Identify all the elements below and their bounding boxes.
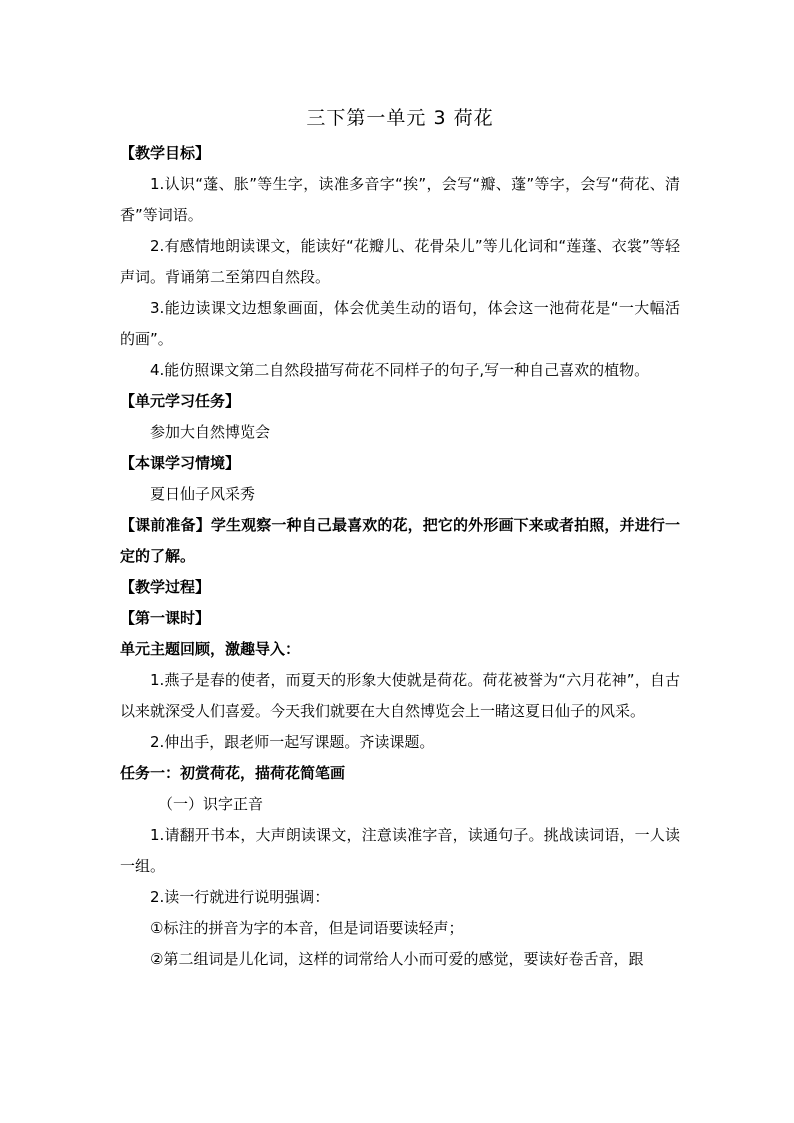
- heading-lesson-context: 【本课学习情境】: [120, 454, 241, 472]
- task1-note-a: ①标注的拼音为字的本音，但是词语要读轻声；: [150, 919, 464, 937]
- intro-paragraph-1: 1.燕子是春的使者，而夏天的形象大使就是荷花。荷花被誉为“六月花神”，自古以来就深受人们喜爱。今天我们就要在大自然博览会上一睹这夏日仙子的风采。: [120, 671, 680, 720]
- goal-1: 1.认识“蓬、胀”等生字，读准多音字“挨”，会写“瓣、蓬”等字，会写“荷花、清香”等词语。: [120, 175, 680, 224]
- unit-task: 参加大自然博览会: [150, 423, 271, 441]
- goal-2: 2.有感情地朗读课文，能读好“花瓣儿、花骨朵儿”等儿化词和“莲蓬、衣裳”等轻声词。背诵第二至第四自然段。: [120, 237, 680, 286]
- intro-heading: 单元主题回顾，激趣导入：: [120, 640, 301, 658]
- heading-first-lesson: 【第一课时】: [120, 609, 211, 627]
- goal-4: 4.能仿照课文第二自然段描写荷花不同样子的句子,写一种自己喜欢的植物。: [150, 361, 650, 379]
- task1-subheading: （一）识字正音: [158, 795, 264, 813]
- heading-unit-task: 【单元学习任务】: [120, 392, 241, 410]
- heading-teaching-goals: 【教学目标】: [120, 144, 211, 162]
- task1-paragraph-2: 2.读一行就进行说明强调：: [150, 888, 330, 906]
- pre-class-preparation: 【课前准备】学生观察一种自己最喜欢的花，把它的外形画下来或者拍照，并进行一定的了解。: [120, 516, 680, 565]
- heading-teaching-process: 【教学过程】: [120, 578, 211, 596]
- task1-paragraph-1: 1.请翻开书本，大声朗读课文，注意读准字音，读通句子。挑战读词语，一人读一组。: [120, 826, 680, 875]
- task1-note-b: ②第二组词是儿化词，这样的词常给人小而可爱的感觉，要读好卷舌音，跟: [150, 950, 644, 968]
- task1-heading: 任务一：初赏荷花，描荷花简笔画: [120, 764, 346, 782]
- lesson-context: 夏日仙子风采秀: [150, 485, 256, 503]
- intro-paragraph-2: 2.伸出手，跟老师一起写课题。齐读课题。: [150, 733, 435, 751]
- document-title: 三下第一单元 3 荷花: [306, 107, 494, 129]
- goal-3: 3.能边读课文边想象画面，体会优美生动的语句，体会这一池荷花是“一大幅活的画”。: [120, 299, 680, 348]
- document-page: [120, 100, 680, 975]
